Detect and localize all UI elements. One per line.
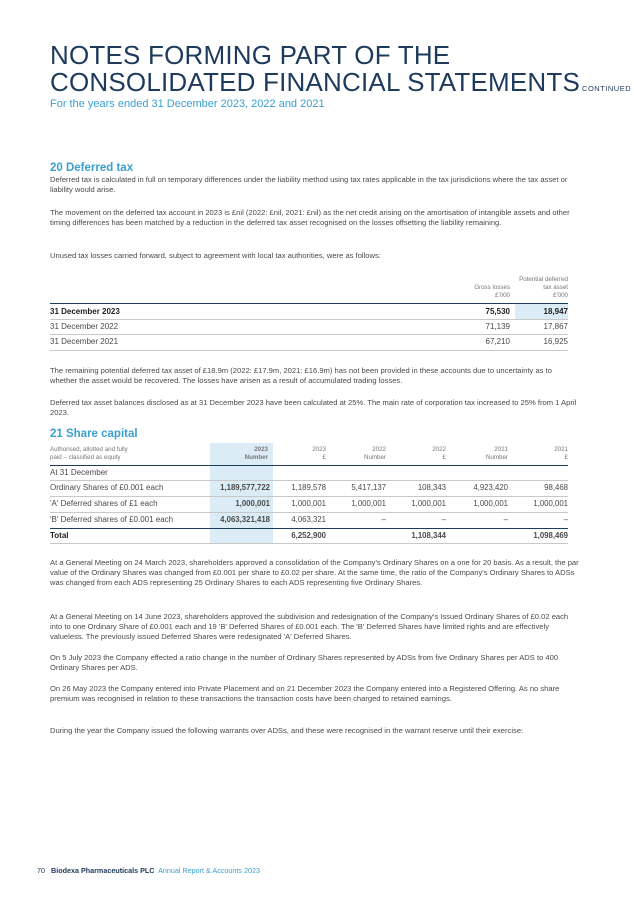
col-header-deferred-tax-asset-line1: Potential deferred xyxy=(519,276,568,283)
col-header-unit: £ xyxy=(442,454,446,461)
table-total-cell: 6,252,900 xyxy=(291,531,326,540)
table-cell-gross: 71,139 xyxy=(485,322,510,331)
col-header-unit: £ xyxy=(322,454,326,461)
col-header-year: 2022 xyxy=(372,446,386,453)
page-title xyxy=(50,42,631,102)
table-cell: – xyxy=(381,515,386,524)
continued-label: CONTINUED xyxy=(582,84,632,93)
deferred-tax-para-1: Deferred tax is calculated in full on temporary differences under the liability method using tax rates applicable in the tax jurisdictions where the tax asset or liability would arise. xyxy=(50,175,568,194)
col-header-deferred-tax-asset-line2: tax asset xyxy=(543,284,568,291)
col-header-2022-gbp xyxy=(386,446,446,462)
table-cell: 1,000,001 xyxy=(291,499,326,508)
col-header-unit: Number xyxy=(363,454,386,461)
table-cell: 1,189,578 xyxy=(291,483,326,492)
table-cell: 1,189,577,722 xyxy=(220,483,270,492)
col-header-year: 2021 xyxy=(554,446,568,453)
table-cell: – xyxy=(503,515,508,524)
page-number: 70 xyxy=(37,866,45,875)
share-table-label-header xyxy=(50,446,128,462)
table-rule xyxy=(50,334,568,335)
table-total-label: Total xyxy=(50,531,69,540)
table-cell: 4,063,321 xyxy=(291,515,326,524)
table-cell: 98,468 xyxy=(544,483,568,492)
table-rule xyxy=(50,512,568,513)
table-cell: 5,417,137 xyxy=(351,483,386,492)
table-rule xyxy=(50,465,568,466)
page-footer xyxy=(37,866,260,875)
table-rule xyxy=(50,350,568,351)
deferred-tax-para-4: The remaining potential deferred tax asset of £18.9m (2022: £17.9m, 2021: £16.9m) has not been provided in these accounts due to uncertainty as to whether the asset would be recovered. The losses have arisen as a result of accumulated trading losses. xyxy=(50,366,552,385)
table-row-label: Ordinary Shares of £0.001 each xyxy=(50,483,164,492)
table-rule xyxy=(50,528,568,529)
table-cell: 1,000,001 xyxy=(351,499,386,508)
share-capital-para-1: At a General Meeting on 24 March 2023, shareholders approved a consolidation of the Company's Ordinary Shares on a one for 20 basis. As a result, the par value of the Ordinary Shares was changed from £0.001 per share to £0.02 per share. At the same time, the ratio of the Company's Ordinary Shares to ADSs was changed from each ADS representing 25 Ordinary Shares to each ADS representing five Ordinary Shares. xyxy=(50,558,579,587)
col-header-2023-number xyxy=(200,446,268,462)
col-header-2021-number xyxy=(446,446,508,462)
col-header-deferred-tax-asset-line3: £'000 xyxy=(553,292,568,299)
table-cell: 1,000,001 xyxy=(411,499,446,508)
deferred-tax-para-3: Unused tax losses carried forward, subject to agreement with local tax authorities, were as follows: xyxy=(50,251,381,260)
table-rule xyxy=(50,496,568,497)
title-line-2-text: CONSOLIDATED FINANCIAL STATEMENTS xyxy=(50,67,581,97)
share-table-label-header-2: paid – classified as equity xyxy=(50,454,121,461)
table-cell: 1,000,001 xyxy=(533,499,568,508)
table-cell: 1,000,001 xyxy=(473,499,508,508)
table-row-label: 'A' Deferred shares of £1 each xyxy=(50,499,158,508)
deferred-tax-para-5: Deferred tax asset balances disclosed as at 31 December 2023 have been calculated at 25%. The main rate of corporation tax increased to 25% from 1 April 2023. xyxy=(50,398,577,417)
table-rule xyxy=(50,543,568,544)
col-header-gross-losses-line2: £'000 xyxy=(495,292,510,299)
col-header-year: 2023 xyxy=(312,446,326,453)
share-table-label-header-1: Authorised, allotted and fully xyxy=(50,446,128,453)
table-cell: 108,343 xyxy=(417,483,446,492)
table-total-cell: 1,108,344 xyxy=(411,531,446,540)
table-total-cell: 1,098,469 xyxy=(533,531,568,540)
table-cell: – xyxy=(563,515,568,524)
table-cell: – xyxy=(441,515,446,524)
section-heading-deferred-tax: 20 Deferred tax xyxy=(50,162,134,174)
table-row-label: 31 December 2021 xyxy=(50,337,119,346)
share-table-section-label: At 31 December xyxy=(50,468,108,477)
col-header-2023-gbp xyxy=(268,446,326,462)
table-cell: 4,063,321,418 xyxy=(220,515,270,524)
title-line-1: NOTES FORMING PART OF THE xyxy=(50,40,451,70)
page-subtitle: For the years ended 31 December 2023, 2022 and 2021 xyxy=(50,98,325,110)
table-row-label: 31 December 2022 xyxy=(50,322,119,331)
col-header-unit: Number xyxy=(485,454,508,461)
section-heading-share-capital: 21 Share capital xyxy=(50,428,138,440)
table-cell-asset: 17,867 xyxy=(543,322,568,331)
table-row-label: 31 December 2023 xyxy=(50,307,120,316)
col-header-gross-losses-line1: Gross losses xyxy=(474,284,510,291)
col-header-2021-gbp xyxy=(508,446,568,462)
share-capital-para-5: During the year the Company issued the following warrants over ADSs, and these were recognised in the warrant reserve until their exercise: xyxy=(50,726,524,735)
deferred-tax-para-2: The movement on the deferred tax account in 2023 is £nil (2022: £nil, 2021: £nil) as the net credit arising on the amortisation of intangible assets and other timing differences has been matched by a reduction in the deferred tax asset recognised on the losses offsetting the liability remaining. xyxy=(50,208,570,227)
table-cell: 4,923,420 xyxy=(473,483,508,492)
share-capital-para-2: At a General Meeting on 14 June 2023, shareholders approved the subdivision and redesignation of the Company's Issued Ordinary Shares of £0.02 each into to one Ordinary Share of £0.001 each and 19 'B' Deferred Shares of £0.001 each. The 'B' Deferred Shares have limited rights and are effectively valueless. The previously issued Deferred Shares were redesignated 'A' Deferred Shares. xyxy=(50,612,569,641)
table-rule xyxy=(50,319,568,320)
col-header-year: 2021 xyxy=(494,446,508,453)
share-capital-para-3: On 5 July 2023 the Company effected a ratio change in the number of Ordinary Shares represented by ADSs from five Ordinary Shares per ADS to 400 Ordinary Shares per ADS. xyxy=(50,653,559,672)
col-header-deferred-tax-asset xyxy=(490,276,568,300)
table-cell-asset: 18,947 xyxy=(543,307,568,316)
table-rule xyxy=(50,303,568,304)
table-cell: 1,000,001 xyxy=(235,499,270,508)
col-header-unit: £ xyxy=(564,454,568,461)
footer-company: Biodexa Pharmaceuticals PLC xyxy=(51,866,155,875)
col-header-year: 2023 xyxy=(254,446,268,453)
table-rule xyxy=(50,480,568,481)
col-header-unit: Number xyxy=(244,454,268,461)
table-row-label: 'B' Deferred shares of £0.001 each xyxy=(50,515,174,524)
table-cell-gross: 75,530 xyxy=(485,307,510,316)
table-cell-asset: 16,925 xyxy=(543,337,568,346)
share-capital-para-4: On 26 May 2023 the Company entered into Private Placement and on 21 December 2023 the Company entered into a Registered Offering. As no share premium was recognised in relation to these transactions the transaction costs have been charged to retained earnings. xyxy=(50,684,560,703)
table-cell-gross: 67,210 xyxy=(485,337,510,346)
col-header-year: 2022 xyxy=(432,446,446,453)
footer-report: Annual Report & Accounts 2023 xyxy=(158,866,260,875)
col-header-2022-number xyxy=(326,446,386,462)
